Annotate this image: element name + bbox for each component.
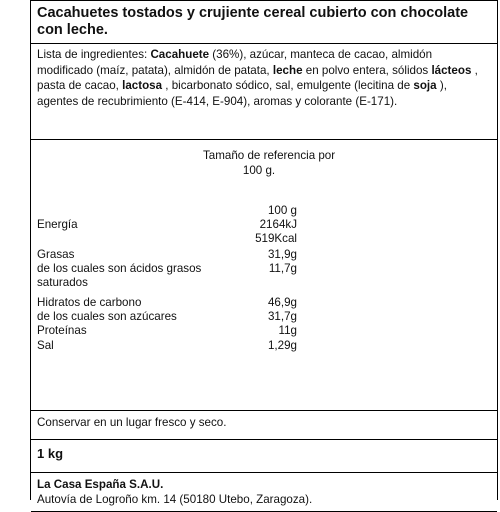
ingredient-text: ), agentes de recubrimiento (E-414, E-904), aromas y colorante (E-171). (37, 79, 447, 108)
column-header: 100 g (267, 204, 297, 217)
nutrition-table (31, 140, 497, 411)
fat-label: Grasas (37, 248, 75, 261)
net-weight: 1 kg (31, 440, 497, 473)
protein-label: Proteínas (37, 324, 87, 337)
company-name: La Casa España S.A.U. (37, 478, 164, 491)
sugars-label: de los cuales son azúcares (37, 310, 177, 323)
energy-label: Energía (37, 218, 78, 231)
ingredient-lactose: lactosa (122, 79, 163, 92)
reference-size-line1: Tamaño de referencia por (203, 149, 336, 162)
carbs-label: Hidratos de carbono (37, 296, 142, 309)
ingredient-dairy: lácteos (431, 63, 472, 77)
ingredients-list (31, 44, 497, 140)
carbs-value: 46,9g (267, 296, 297, 309)
product-label (30, 0, 498, 506)
nutrition-row-sugars (37, 310, 297, 324)
nutrition-row-protein (37, 324, 297, 338)
energy-kj-value: 2164kJ (259, 218, 297, 231)
saturates-value: 11,7g (268, 262, 297, 275)
nutrition-row-energy (37, 218, 297, 232)
ingredient-text: , pasta de cacao, (37, 63, 478, 92)
saturates-label-1: de los cuales son ácidos grasos (37, 262, 202, 275)
product-title: Cacahuetes tostados y crujiente cereal cubierto con chocolate con leche. (31, 0, 497, 44)
company-address: Autovía de Logroño km. 14 (50180 Utebo, Zaragoza). (37, 493, 313, 506)
protein-value: 11g (278, 324, 297, 337)
ingredient-text: , bicarbonato sódico, sal, emulgente (lecitina de (162, 79, 414, 92)
nutrition-row-fat (37, 248, 297, 262)
nutrition-row-saturates-cont (37, 276, 297, 290)
energy-kcal-value: 519Kcal (255, 232, 297, 245)
sugars-value: 31,7g (267, 310, 297, 323)
nutrition-row-salt (37, 339, 297, 353)
storage-instructions: Conservar en un lugar fresco y seco. (31, 411, 497, 440)
ingredient-text: en polvo entera, sólidos (302, 63, 432, 77)
ingredients-prefix: Lista de ingredientes: (37, 48, 151, 61)
nutrition-row-carbs (37, 296, 297, 310)
saturates-label-2: saturados (37, 276, 88, 289)
ingredient-peanut: Cacahuete (150, 48, 210, 61)
nutrition-row-saturates (37, 262, 297, 276)
reference-size (203, 148, 336, 178)
reference-size-line2: 100 g. (242, 164, 276, 177)
ingredient-text: (36%), azúcar, manteca de cacao, almidón modificado (maíz, patata), almidón de patata, (37, 48, 433, 77)
fat-value: 31,9g (267, 248, 297, 261)
company-info (31, 473, 497, 512)
ingredient-soy: soja (413, 79, 437, 92)
ingredient-milk: leche (272, 63, 303, 77)
salt-value: 1,29g (267, 339, 297, 352)
salt-label: Sal (37, 339, 54, 352)
